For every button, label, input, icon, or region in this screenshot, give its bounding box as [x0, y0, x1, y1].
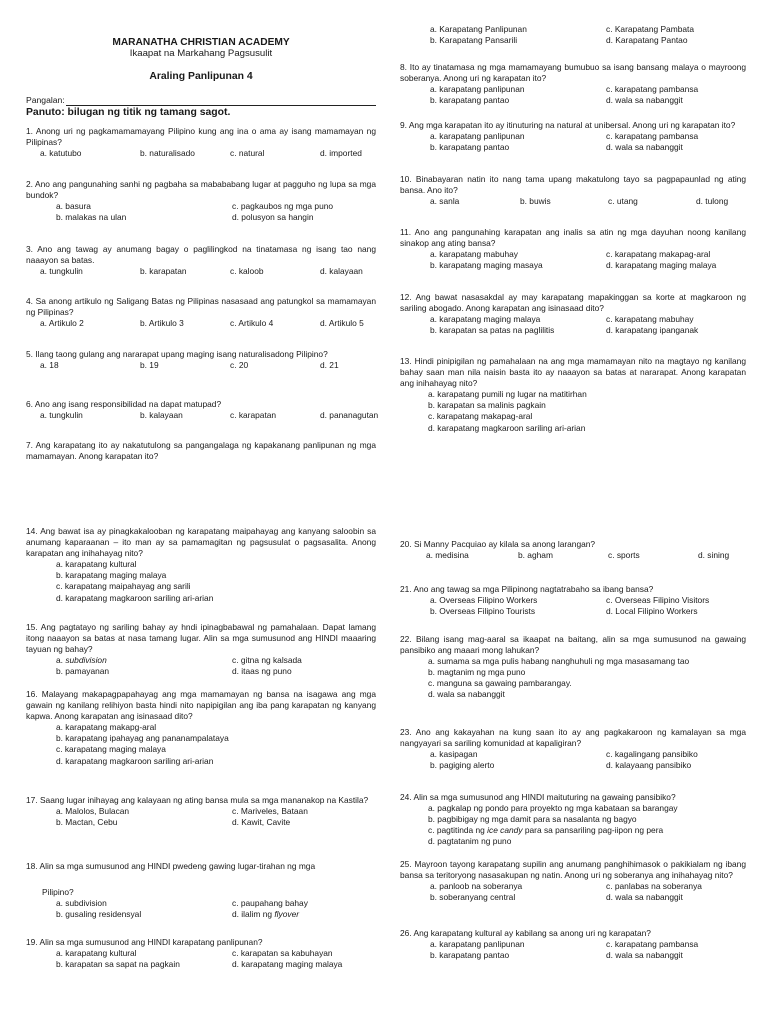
- option-d[interactable]: d. pagtatanim ng puno: [428, 836, 512, 847]
- option-c[interactable]: c. karapatang mabuhay: [606, 314, 694, 325]
- question-10: [400, 174, 746, 207]
- question-text: 8. Ito ay tinatamasa ng mga mamamayang bumubuo sa isang bansang malaya o mayroong soberanya. Anong uri ng karapatan ito?: [400, 62, 746, 84]
- options: [400, 595, 746, 617]
- option-b[interactable]: b. agham: [518, 550, 553, 561]
- option-c[interactable]: c. karapatang maging malaya: [56, 744, 166, 755]
- options: [400, 84, 746, 106]
- option-c[interactable]: c. 20: [230, 360, 249, 371]
- question-2: [26, 179, 376, 223]
- option-c[interactable]: c. manguna sa gawaing pambarangay.: [428, 678, 572, 689]
- option-a-prefix: a.: [56, 655, 66, 666]
- question-text: 13. Hindi pinipigilan ng pamahalaan na ang mga mamamayan nito na magtayo ng kanilang bahay saan man nila naisin basta ito ay naaayon sa batas at nararapat. Anong karapatan ang inihahayag nito?: [400, 356, 746, 389]
- question-21: [400, 584, 746, 617]
- options: [400, 249, 746, 271]
- question-18: [26, 861, 376, 920]
- question-20: [400, 539, 746, 561]
- question-26: [400, 928, 746, 961]
- question-8: [400, 62, 746, 106]
- question-text: 24. Alin sa mga sumusunod ang HINDI maituturing na gawaing pansibiko?: [400, 792, 676, 802]
- question-15: [26, 622, 376, 677]
- option-b[interactable]: b. kalayaan: [140, 410, 183, 421]
- option-b[interactable]: b. karapatang pantao: [430, 142, 510, 153]
- option-a[interactable]: a. kasipagan: [430, 749, 478, 760]
- option-b[interactable]: b. karapatang pantao: [430, 950, 510, 961]
- question-text: 25. Mayroon tayong karapatang supilin ang anumang panghihimasok o pakikialam ng ibang bansa sa teritoryong nasasakupan ng natin. Anong uri ng soberanya ang inihahayag nito?: [400, 859, 746, 881]
- question-text: 12. Ang bawat nasasakdal ay may karapatang mapakinggan sa korte at magkaroon ng sariling abogado. Anong karapatan ang isinasaad dito?: [400, 292, 746, 314]
- question-19: [26, 937, 376, 970]
- option-c[interactable]: c. karapatang makapag-aral: [428, 411, 533, 422]
- option-a[interactable]: a. subdivision: [56, 898, 107, 909]
- option-a[interactable]: a. karapatang panlipunan: [430, 131, 525, 142]
- question-22: [400, 634, 746, 701]
- option-b[interactable]: b. karapatan sa malinis pagkain: [428, 400, 546, 411]
- option-a[interactable]: a. katutubo: [40, 148, 82, 159]
- option-c[interactable]: c. karapatang pambansa: [606, 84, 699, 95]
- question-text: 17. Saang lugar inihayag ang kalayaan ng ating bansa mula sa mga mananakop na Kastila?: [26, 795, 369, 805]
- name-field[interactable]: [66, 97, 376, 106]
- option-a[interactable]: a. basura: [56, 201, 91, 212]
- question-text: 14. Ang bawat isa ay pinagkakalooban ng karapatang maipahayag ang kanyang saloobin sa anumang kaparaanan – ito man ay sa pamamagitan ng pagsusulat o pagsasalita. Anong karapatan ang inihahayag nito?: [26, 526, 376, 559]
- question-text: 9. Ang mga karapatan ito ay itinuturing na natural at unibersal. Anong uri ng karapatan ito?: [400, 120, 736, 130]
- question-13: [400, 356, 746, 434]
- option-c[interactable]: c. karapatang pambansa: [606, 939, 699, 950]
- option-d[interactable]: d. 21: [320, 360, 339, 371]
- question-11: [400, 227, 746, 271]
- option-d[interactable]: d. Karapatang Pantao: [606, 35, 688, 46]
- question-text: 18. Alin sa mga sumusunod ang HINDI pwedeng gawing lugar-tirahan ng mga: [26, 861, 316, 871]
- question-text: 2. Ano ang pangunahing sanhi ng pagbaha sa mabababang lugar at pagguho ng lupa sa mga bundok?: [26, 179, 376, 201]
- option-d[interactable]: d. karapatang magkaroon sariling ari-arian: [56, 592, 214, 603]
- option-a[interactable]: a. sanla: [430, 196, 460, 207]
- options: [400, 24, 746, 46]
- option-a[interactable]: a. karapatang mabuhay: [430, 249, 518, 260]
- question-9: [400, 120, 746, 153]
- option-c[interactable]: c. Karapatang Pambata: [606, 24, 694, 34]
- option-c[interactable]: [428, 825, 746, 836]
- option-d[interactable]: d. imported: [320, 148, 362, 159]
- option-a[interactable]: [56, 655, 232, 666]
- question-4: [26, 296, 376, 329]
- question-text: 22. Bilang isang mag-aaral sa ikaapat na baitang, alin sa mga sumusunod na gawaing pansibiko ang maaari mong lahukan?: [400, 634, 746, 656]
- option-d[interactable]: d. sining: [698, 550, 730, 561]
- option-c[interactable]: c. kagalingang pansibiko: [606, 749, 698, 760]
- option-c[interactable]: c. Artikulo 4: [230, 318, 274, 329]
- option-b[interactable]: b. karapatan sa sapat na pagkain: [56, 959, 180, 970]
- option-b[interactable]: b. soberanyang central: [430, 892, 516, 903]
- question-24: [400, 792, 746, 847]
- option-d[interactable]: d. Local Filipino Workers: [606, 606, 698, 617]
- option-c[interactable]: c. pagkaubos ng mga puno: [232, 201, 334, 212]
- option-b[interactable]: b. karapatang ipahayag ang pananampalataya: [56, 733, 229, 744]
- option-c[interactable]: c. Overseas Filipino Visitors: [606, 595, 710, 606]
- option-c-suffix: para sa pansariling pag-iipon ng pera: [522, 825, 664, 836]
- option-b[interactable]: b. magtanim ng mga puno: [428, 667, 526, 678]
- question-7-options: [400, 24, 746, 46]
- option-b[interactable]: b. Artikulo 3: [140, 318, 184, 329]
- option-d[interactable]: [232, 909, 382, 920]
- option-a[interactable]: a. tungkulin: [40, 266, 83, 277]
- question-17: [26, 795, 376, 828]
- options: [26, 360, 376, 371]
- option-b[interactable]: b. Karapatang Pansarili: [430, 35, 518, 46]
- option-c[interactable]: c. Mariveles, Bataan: [232, 806, 308, 817]
- name-row: [26, 95, 376, 106]
- option-d[interactable]: d. pananagutan: [320, 410, 379, 421]
- option-d[interactable]: d. Kawit, Cavite: [232, 817, 291, 828]
- options: [26, 410, 379, 421]
- option-d[interactable]: d. Artikulo 5: [320, 318, 364, 329]
- option-c[interactable]: c. karapatang maipahayag ang sarili: [56, 581, 191, 592]
- option-d-label: flyover: [274, 909, 300, 920]
- question-1: [26, 126, 376, 159]
- question-text: 10. Binabayaran natin ito nang tama upang makatulong tayo sa pagpapaunlad ng ating bansa. Ano ito?: [400, 174, 746, 196]
- question-3: [26, 244, 376, 277]
- option-a[interactable]: a. panloob na soberanya: [430, 881, 523, 892]
- option-a[interactable]: a. karapatang panlipunan: [430, 84, 525, 95]
- options: [26, 655, 376, 677]
- question-text: 6. Ano ang isang responsibilidad na dapat matupad?: [26, 399, 222, 409]
- options: [400, 314, 746, 336]
- options: [400, 131, 746, 153]
- option-a[interactable]: a. tungkulin: [40, 410, 83, 421]
- option-a[interactable]: a. 18: [40, 360, 59, 371]
- option-c[interactable]: c. natural: [230, 148, 265, 159]
- option-c-italic: ice candy: [487, 825, 523, 836]
- question-text: 15. Ang pagtatayo ng sariling bahay ay hndi ipinagbabawal ng pamahalaan. Dapat lamang itong naaayon sa batas at nasa tamang lugar. Alin sa mga sumusunod ang HINDI maaaring tayuan ng bahay?: [26, 622, 376, 655]
- option-d[interactable]: d. kalayaan: [320, 266, 363, 277]
- option-a[interactable]: a. karapatang kultural: [56, 559, 137, 570]
- option-d[interactable]: d. itaas ng puno: [232, 666, 292, 677]
- option-d[interactable]: d. karapatang maging malaya: [232, 959, 343, 970]
- option-c[interactable]: c. karapatan: [230, 410, 277, 421]
- question-14: [26, 526, 376, 604]
- option-c-prefix: c. pagtitinda ng: [428, 825, 488, 836]
- question-text: 19. Alin sa mga sumusunod ang HINDI karapatang panlipunan?: [26, 937, 263, 947]
- options: [26, 806, 376, 828]
- question-text: 7. Ang karapatang ito ay nakatutulong sa pangangalaga ng kapakanang panlipunan ng mga mamamayan. Anong karapatan ito?: [26, 440, 376, 462]
- option-a-label: subdivision: [65, 655, 107, 666]
- option-b[interactable]: b. karapatang maging masaya: [430, 260, 543, 271]
- name-label: Pangalan:: [26, 95, 65, 105]
- options: [26, 318, 376, 329]
- option-a[interactable]: a. Karapatang Panlipunan: [430, 24, 527, 34]
- subject-title: Araling Panlipunan 4: [149, 71, 253, 82]
- option-b[interactable]: b. Mactan, Cebu: [56, 817, 118, 828]
- option-c[interactable]: c. utang: [608, 196, 638, 207]
- options: [26, 266, 376, 277]
- option-a[interactable]: a. pagkalap ng pondo para proyekto ng mga kabataan sa barangay: [428, 803, 678, 814]
- options: [400, 881, 746, 903]
- option-d[interactable]: d. karapatang magkaroon sariling ari-arian: [428, 422, 586, 433]
- question-text-continued: Pilipino?: [42, 887, 74, 898]
- question-text: 21. Ano ang tawag sa mga Pilipinong nagtatrabaho sa ibang bansa?: [400, 584, 654, 594]
- option-d[interactable]: d. wala sa nabanggit: [606, 95, 683, 106]
- question-23: [400, 727, 746, 771]
- question-text: 3. Ano ang tawag ay anumang bagay o paglilingkod na tinatamasa ng isang tao nang naaayon sa batas.: [26, 244, 376, 266]
- options: [400, 389, 746, 433]
- option-c[interactable]: c. karapatan sa kabuhayan: [232, 948, 333, 959]
- option-d[interactable]: d. polusyon sa hangin: [232, 212, 314, 223]
- option-b[interactable]: b. karapatan sa patas na paglilitis: [430, 325, 555, 336]
- question-5: [26, 349, 376, 371]
- option-a[interactable]: a. sumama sa mga pulis habang nanghuhuli ng mga masasamang tao: [428, 656, 690, 667]
- option-d[interactable]: d. kalayaang pansibiko: [606, 760, 692, 771]
- question-text: 11. Ano ang pangunahing karapatan ang inalis sa atin ng mga dayuhan noong kanilang sinakop ang ating bansa?: [400, 227, 746, 249]
- option-b[interactable]: b. karapatan: [140, 266, 187, 277]
- option-b[interactable]: b. karapatang pantao: [430, 95, 510, 106]
- option-a[interactable]: a. karapatang pumili ng lugar na matitirhan: [428, 389, 587, 400]
- options: [400, 196, 746, 207]
- options: [26, 559, 376, 603]
- question-text: 4. Sa anong artikulo ng Saligang Batas ng Pilipinas nasasaad ang patungkol sa mamamayan ng Pilipinas?: [26, 296, 376, 318]
- question-text: 20. Si Manny Pacquiao ay kilala sa anong larangan?: [400, 539, 596, 549]
- options: [26, 898, 376, 920]
- option-a[interactable]: a. karapatang makapg-aral: [56, 722, 157, 733]
- question-7: [26, 440, 376, 462]
- question-text: 16. Malayang makapagpapahayag ang mga mamamayan ng bansa na isagawa ang mga gawain ng kanilang relihiyon basta hindi nito napipigilan ang iba pang karapatan ng kanyang kapwa. Anong karapatan ang isinasaad dito?: [26, 689, 376, 722]
- option-c[interactable]: c. karapatang makapag-aral: [606, 249, 711, 260]
- option-c[interactable]: c. sports: [608, 550, 640, 561]
- options: [400, 939, 746, 961]
- option-b[interactable]: b. Overseas Filipino Tourists: [430, 606, 536, 617]
- question-25: [400, 859, 746, 903]
- options: [26, 148, 376, 159]
- question-12: [400, 292, 746, 336]
- school-name: MARANATHA CHRISTIAN ACADEMY: [112, 37, 290, 48]
- option-b[interactable]: b. gusaling residensyal: [56, 909, 142, 920]
- options: [400, 656, 746, 700]
- instruction: Panuto: bilugan ng titik ng tamang sagot.: [26, 107, 231, 118]
- option-d[interactable]: d. karapatang maging malaya: [606, 260, 717, 271]
- option-d[interactable]: d. karapatang ipanganak: [606, 325, 699, 336]
- option-d[interactable]: d. karapatang magkaroon sariling ari-arian: [56, 755, 214, 766]
- question-text: 1. Anong uri ng pagkamamamayang Pilipino kung ang ina o ama ay isang mamamayan ng Pilipinas?: [26, 126, 376, 148]
- option-a[interactable]: a. karapatang kultural: [56, 948, 137, 959]
- option-d[interactable]: d. tulong: [696, 196, 729, 207]
- options: [400, 749, 746, 771]
- option-c[interactable]: c. paupahang bahay: [232, 898, 308, 909]
- option-d[interactable]: d. wala sa nabanggit: [606, 950, 683, 961]
- option-c[interactable]: c. karapatang pambansa: [606, 131, 699, 142]
- options: [26, 201, 376, 223]
- option-c[interactable]: c. panlabas na soberanya: [606, 881, 702, 892]
- question-16: [26, 689, 376, 767]
- options: [26, 948, 376, 970]
- option-d[interactable]: d. wala sa nabanggit: [606, 142, 683, 153]
- option-a[interactable]: a. medisina: [426, 550, 469, 561]
- option-d[interactable]: d. wala sa nabanggit: [606, 892, 683, 903]
- exam-title: Ikaapat na Markahang Pagsusulit: [129, 48, 273, 59]
- options: [400, 550, 746, 561]
- option-d-prefix: d. ilalim ng: [232, 909, 275, 920]
- option-b[interactable]: b. pagiging alerto: [430, 760, 495, 771]
- option-b[interactable]: b. naturalisado: [140, 148, 195, 159]
- option-b[interactable]: b. buwis: [520, 196, 551, 207]
- question-6: [26, 399, 379, 421]
- option-b[interactable]: b. pamayanan: [56, 666, 110, 677]
- option-b[interactable]: b. pagbibigay ng mga damit para sa nasalanta ng bagyo: [428, 814, 637, 825]
- question-text: 5. Ilang taong gulang ang nararapat upang maging isang naturalisadong Pilipino?: [26, 349, 328, 359]
- option-a[interactable]: a. Artikulo 2: [40, 318, 84, 329]
- options: [26, 722, 376, 766]
- option-d[interactable]: d. wala sa nabanggit: [428, 689, 505, 700]
- option-b[interactable]: b. malakas na ulan: [56, 212, 127, 223]
- question-text: 23. Ano ang kakayahan na kung saan ito ay ang pagkakaroon ng kamalayan sa mga nangyayari sa sariling komunidad at kapaligiran?: [400, 727, 746, 749]
- option-c[interactable]: c. gitna ng kalsada: [232, 655, 302, 666]
- option-a[interactable]: a. karapatang maging malaya: [430, 314, 541, 325]
- option-b[interactable]: b. karapatang maging malaya: [56, 570, 167, 581]
- option-c[interactable]: c. kaloob: [230, 266, 264, 277]
- option-a[interactable]: a. Overseas Filipino Workers: [430, 595, 538, 606]
- option-a[interactable]: a. Malolos, Bulacan: [56, 806, 130, 817]
- option-b[interactable]: b. 19: [140, 360, 159, 371]
- option-a[interactable]: a. karapatang panlipunan: [430, 939, 525, 950]
- options: [400, 803, 746, 847]
- question-text: 26. Ang karapatang kultural ay kabilang sa anong uri ng karapatan?: [400, 928, 651, 938]
